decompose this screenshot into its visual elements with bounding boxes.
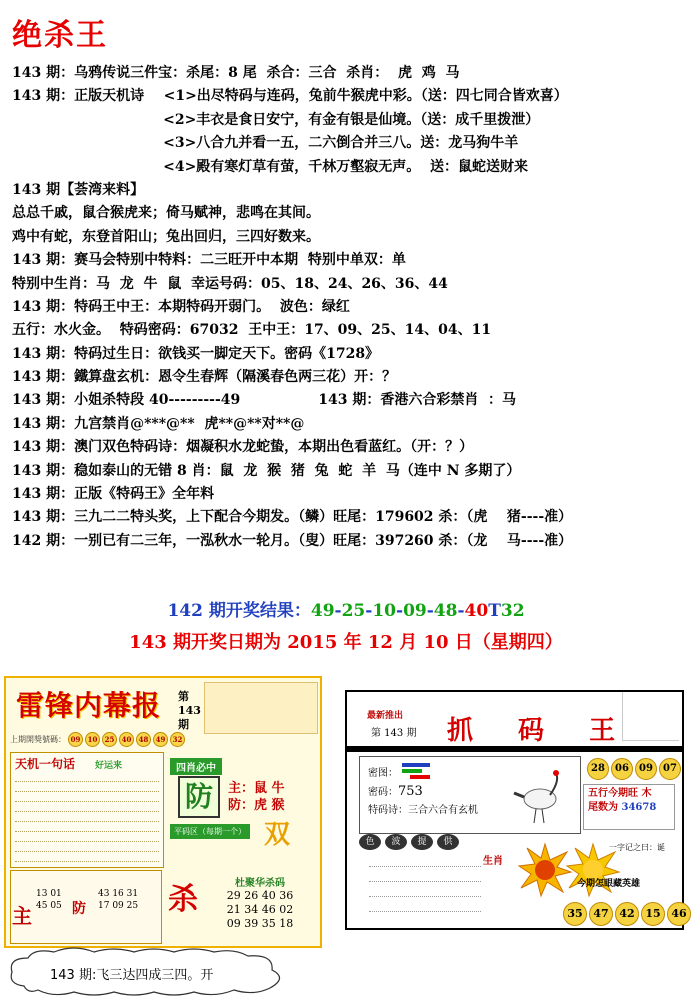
- five-elements-box: [583, 784, 675, 830]
- right-card-title: 抓 码 王: [447, 716, 634, 746]
- text-line: 143 期：乌鸦传说三件宝：杀尾：8 尾 杀合：三合 杀肖： 虎 鸡 马: [12, 65, 460, 81]
- text-line: 143 期：赛马会特别中特料：二三旺开中本期 特别中单双：单: [12, 252, 406, 269]
- number-ball: 47: [589, 902, 613, 926]
- main-numbers: [36, 888, 62, 912]
- kill-mark: 杀: [168, 882, 198, 917]
- zodiac-picks: [228, 780, 285, 814]
- kill-numbers-title: 杜聚华杀码: [235, 878, 285, 889]
- main-pick: 主：鼠 牛: [228, 781, 285, 796]
- fine-print-row: [15, 824, 159, 832]
- result-sep: -: [426, 601, 434, 621]
- guard-pick: 防：虎 猴: [228, 798, 285, 813]
- result-number: 48: [433, 601, 458, 621]
- fine-print-row: [15, 844, 159, 852]
- text-line: 五行：水火金。 特码密码：67032 王中王：17、09、25、14、04、11: [12, 322, 492, 339]
- code-value: 753: [398, 784, 423, 799]
- result-line: [0, 596, 692, 621]
- header-rule: [347, 746, 682, 752]
- left-newspaper-card: [4, 676, 322, 948]
- oval-label: 供: [437, 834, 459, 850]
- code-label: 密码：: [368, 787, 398, 798]
- text-line: 143 期：小姐杀特段 40---------49 143 期：香港六合彩禁肖 ：马: [12, 392, 517, 409]
- right-newspaper-card: [345, 690, 687, 930]
- fine-print-row: [15, 774, 159, 782]
- number-row: 43 16 31: [98, 889, 139, 899]
- result-special-number: 32: [500, 601, 525, 621]
- number-ball: 42: [615, 902, 639, 926]
- page-title: 绝杀王: [12, 18, 108, 53]
- shuang-mark: 双: [264, 820, 291, 850]
- left-card-issue: 第 143 期: [178, 690, 201, 731]
- number-row: 17 09 25: [98, 901, 139, 911]
- right-card-issue: 第 143 期: [371, 728, 417, 739]
- secret-code-box: [359, 756, 581, 834]
- poem-value: 三合六合有玄机: [408, 805, 478, 816]
- result-sep: -: [396, 601, 404, 621]
- next-draw-date: 143 期开奖日期为 2015 年 12 月 10 日（星期四）: [129, 632, 563, 653]
- number-ball: 06: [611, 758, 633, 780]
- number-ball: 15: [641, 902, 665, 926]
- four-zodiac-tag: [170, 756, 222, 775]
- result-number: 40: [464, 601, 489, 621]
- number-row: 29 26 40 36: [226, 889, 294, 902]
- article-body: [12, 62, 682, 553]
- main-mark: 主: [12, 904, 32, 928]
- right-card-balls: [587, 758, 681, 780]
- guard-numbers: [98, 888, 138, 912]
- fine-print-row: [15, 794, 159, 802]
- fine-print-row: [15, 804, 159, 812]
- bubble-text: 143 期:飞三达四成三四。开: [50, 968, 214, 983]
- left-card-title: 雷锋内幕报: [16, 689, 162, 722]
- result-number: 09: [403, 601, 427, 621]
- right-card-header: [347, 692, 682, 746]
- number-row: 45 05: [36, 901, 62, 911]
- text-line: 143 期【荟湾来料】: [12, 181, 145, 198]
- text-line: <4>殿有寒灯草有萤，千林万壑寂无声。 送：鼠蛇送财来: [12, 158, 529, 175]
- oval-label: 色: [359, 834, 381, 850]
- stripe-logo-icon: [402, 763, 430, 779]
- zodiac-label: 生肖: [483, 856, 503, 867]
- tag-label: 四肖必中: [170, 758, 222, 775]
- result-ball: 32: [170, 732, 185, 747]
- text-line: 143 期：正版天机诗 <1>出尽特码与连码，兔前牛猴虎中彩。（送：四七同合皆欢喜）: [12, 88, 568, 105]
- number-row: 13 01: [36, 889, 62, 899]
- text-line: 总总千戚，鼠合猴虎来；倚马赋神，悲鸣在其间。: [12, 205, 320, 222]
- result-ball: 09: [68, 732, 83, 747]
- text-line: 143 期：九宫禁肖@***@** 虎**@**对**@: [12, 415, 305, 432]
- number-ball: 46: [667, 902, 691, 926]
- number-ball: 35: [563, 902, 587, 926]
- right-card-balls-bottom: [563, 902, 691, 926]
- five-elements-text: 五行今期旺 木: [588, 788, 652, 799]
- proverb-subheading: 好运来: [95, 761, 123, 771]
- result-sep: -: [334, 601, 342, 621]
- result-prefix: 142 期开奖结果：: [167, 601, 311, 621]
- corner-box: [622, 692, 679, 741]
- poem-label: 特码诗：: [368, 805, 408, 816]
- left-card-number-box: [10, 870, 162, 944]
- one-word-hint: 一字记之曰：诞: [609, 843, 665, 852]
- result-sep: -: [365, 601, 373, 621]
- result-number: 10: [372, 601, 396, 621]
- text-line: 143 期：三九二二特头奖，上下配合今期发。（鳞）旺尾：179602 杀：（虎 猪----准）: [12, 509, 573, 526]
- result-ball: 10: [85, 732, 100, 747]
- new-label: 最新推出: [367, 711, 404, 721]
- tail-label: 尾数为: [588, 802, 618, 813]
- text-line: 143 期：澳门双色特码诗：烟凝积水龙蛇蛰，本期出色看蓝红。（开：？）: [12, 439, 474, 456]
- text-line: 143 期：鐵算盘玄机：恩令生春辉（隔溪春色两三花）开：？: [12, 369, 397, 386]
- text-line: 143 期：特码王中王：本期特码开弱门。 波色：绿红: [12, 298, 350, 315]
- last-results-label: 上期開獎號碼：: [10, 735, 66, 744]
- result-sep: -: [457, 601, 465, 621]
- flat-code-tag: 平码区（每期一个）: [170, 824, 250, 839]
- oval-label: 波: [385, 834, 407, 850]
- text-line: 143 期：特码过生日：欲钱买一脚定天下。密码《1728》: [12, 345, 380, 362]
- tail-value: 34678: [621, 802, 657, 813]
- left-card-proverb-box: [10, 752, 164, 868]
- kill-numbers-box: [202, 874, 318, 944]
- number-ball: 07: [659, 758, 681, 780]
- text-line: 143 期：正版《特码王》全年料: [12, 486, 215, 503]
- oval-label: 提: [411, 834, 433, 850]
- text-line: 142 期：一别已有二三年，一泓秋水一轮月。（叟）旺尾：397260 杀：（龙 马----准）: [12, 532, 573, 549]
- result-ball: 48: [136, 732, 151, 747]
- text-line: 特别中生肖：马 龙 牛 鼠 幸运号码：05、18、24、26、36、44: [12, 275, 448, 292]
- number-row: 09 39 35 18: [226, 917, 294, 930]
- left-card-photo: [204, 682, 318, 734]
- fine-print-row: [15, 784, 159, 792]
- vertical-verse: [369, 852, 481, 914]
- crane-icon: [510, 765, 570, 825]
- fine-print-row: [15, 834, 159, 842]
- text-line: 143 期：稳如泰山的无错 8 肖：鼠 龙 猴 猪 兔 蛇 羊 马（连中 N 多期了）: [12, 462, 521, 479]
- result-ball: 49: [153, 732, 168, 747]
- fine-print-row: [15, 854, 159, 862]
- number-ball: 09: [635, 758, 657, 780]
- hero-hint: 今期怎眼藏英雄: [577, 879, 641, 889]
- result-number: 25: [341, 601, 366, 621]
- number-ball: 28: [587, 758, 609, 780]
- proverb-heading: 天机一句话: [15, 757, 76, 771]
- color-wave-row: [359, 834, 459, 850]
- result-number: 49: [310, 601, 335, 621]
- left-card-last-results: [10, 732, 185, 747]
- text-line: <3>八合九并看一五，二六倒合并三八。送：龙马狗牛羊: [12, 135, 519, 152]
- text-line: <2>丰衣是食日安宁，有金有银是仙境。（送：成千里拨泄）: [12, 111, 540, 128]
- secret-image-label: 密图：: [368, 768, 398, 779]
- result-special-marker: T: [488, 601, 501, 621]
- result-ball: 25: [102, 732, 117, 747]
- text-line: 鸡中有蛇，东登首阳山；兔出回归，三四好数来。: [12, 228, 320, 245]
- result-ball: 40: [119, 732, 134, 747]
- number-row: 21 34 46 02: [226, 903, 294, 916]
- guard-mark: 防: [72, 901, 86, 917]
- fang-box: 防: [178, 776, 220, 818]
- fine-print-row: [15, 814, 159, 822]
